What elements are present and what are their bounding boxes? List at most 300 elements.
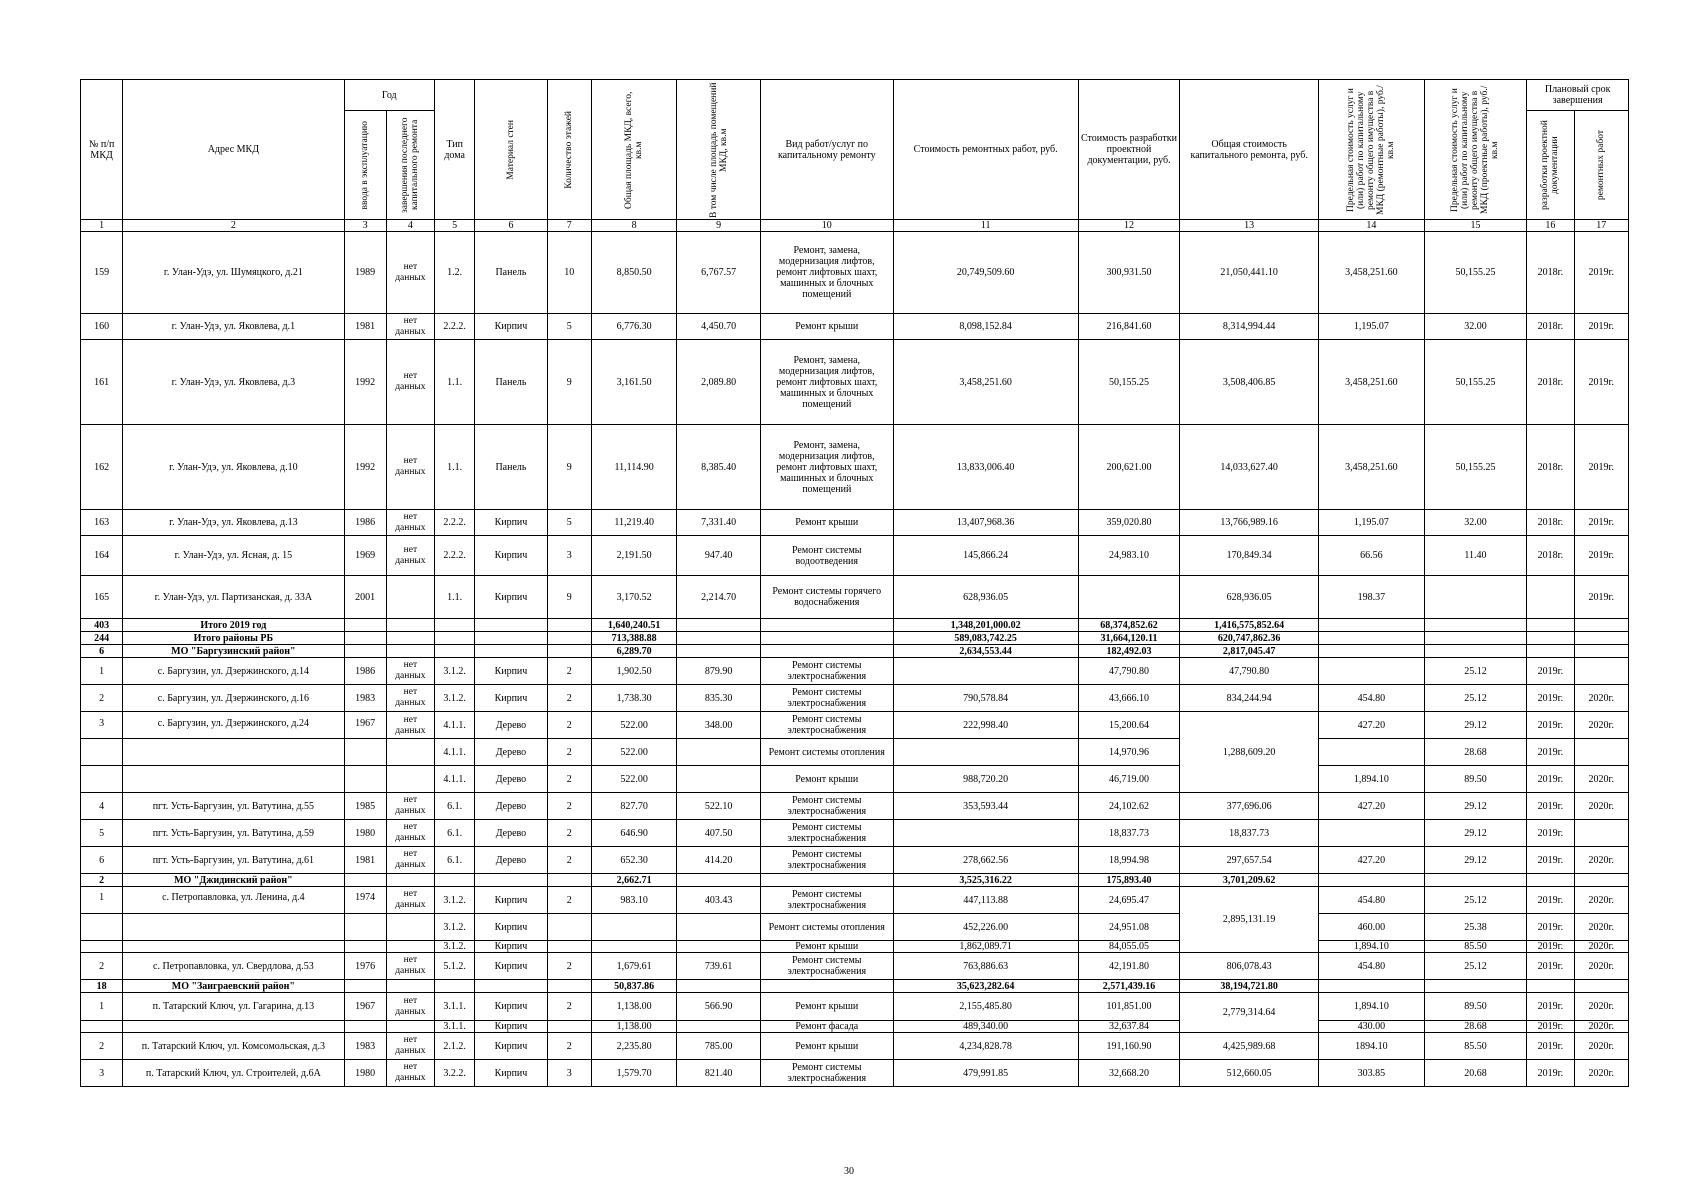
row-total-area: 983.10 (591, 887, 676, 914)
row-work: Ремонт, замена, модернизация лифтов, ремонт лифтовых шахт, машинных и блочных помещений (760, 425, 893, 510)
row-cost-works: 2,155,485.80 (893, 993, 1078, 1021)
row-type: 3.2.2. (435, 1060, 475, 1087)
table-row (81, 510, 1629, 536)
header-cost-total: Общая стоимость капитального ремонта, руб. (1180, 80, 1319, 220)
row-total-area: 11,114.90 (591, 425, 676, 510)
row-floors: 2 (547, 658, 591, 685)
row-cost-design: 14,970.96 (1078, 739, 1180, 766)
row-limit-repair: 454.80 (1319, 953, 1425, 980)
row-floors: 2 (547, 766, 591, 793)
row-plan-repair: 2019г. (1574, 340, 1628, 425)
row-num: 1 (81, 993, 123, 1021)
table-row (81, 1033, 1629, 1060)
row-work: Ремонт системы электроснабжения (760, 793, 893, 820)
column-number: 16 (1527, 220, 1574, 232)
row-plan-repair (1574, 739, 1628, 766)
row-cost-total: 834,244.94 (1180, 685, 1319, 712)
row-material: Кирпич (475, 993, 547, 1021)
row-plan-repair: 2020г. (1574, 1021, 1628, 1033)
row-cost-total: 8,314,994.44 (1180, 314, 1319, 340)
row-premises-area: 947.40 (677, 536, 760, 576)
row-address: с. Баргузин, ул. Дзержинского, д.24 (123, 712, 344, 739)
row-cost-works: 13,833,006.40 (893, 425, 1078, 510)
table-body (81, 232, 1629, 1087)
total-row (81, 632, 1629, 645)
row-cost-design (1078, 576, 1180, 619)
row-address: п. Татарский Ключ, ул. Строителей, д.6А (123, 1060, 344, 1087)
row-premises-area (677, 739, 760, 766)
row-floors: 2 (547, 793, 591, 820)
header-floors: Количество этажей (547, 80, 591, 220)
row-cost-design: 300,931.50 (1078, 232, 1180, 314)
row-premises-area: 835.30 (677, 685, 760, 712)
row-plan-repair: 2020г. (1574, 953, 1628, 980)
row-limit-repair: 460.00 (1319, 914, 1425, 941)
row-material: Кирпич (475, 914, 547, 941)
header-premises-area: В том числе площадь помещений МКД, кв.м (677, 80, 760, 220)
row-year-commission: 2001 (344, 576, 386, 619)
row-num: 163 (81, 510, 123, 536)
row-material: Дерево (475, 739, 547, 766)
row-plan-design: 2019г. (1527, 914, 1574, 941)
total-cost-works: 35,623,282.64 (893, 980, 1078, 993)
row-floors: 2 (547, 820, 591, 847)
row-plan-design: 2019г. (1527, 941, 1574, 953)
row-cost-works: 20,749,509.60 (893, 232, 1078, 314)
row-year-last-repair: нет данных (386, 425, 434, 510)
row-year-last-repair: нет данных (386, 793, 434, 820)
row-total-area: 1,138.00 (591, 993, 676, 1021)
row-premises-area: 821.40 (677, 1060, 760, 1087)
row-plan-design: 2018г. (1527, 510, 1574, 536)
row-num: 3 (81, 1060, 123, 1087)
row-year-commission: 1992 (344, 425, 386, 510)
total-area: 2,662.71 (591, 874, 676, 887)
row-premises-area: 785.00 (677, 1033, 760, 1060)
row-cost-total: 21,050,441.10 (1180, 232, 1319, 314)
total-label: Итого 2019 год (123, 619, 344, 632)
total-cost-total: 38,194,721.80 (1180, 980, 1319, 993)
row-total-area: 11,219.40 (591, 510, 676, 536)
row-address: пгт. Усть-Баргузин, ул. Ватутина, д.59 (123, 820, 344, 847)
row-material: Панель (475, 425, 547, 510)
row-type: 2.2.2. (435, 314, 475, 340)
header-year-group: Год (344, 80, 435, 111)
total-label: МО "Баргузинский район" (123, 645, 344, 658)
row-total-area: 1,738.30 (591, 685, 676, 712)
row-type: 4.1.1. (435, 766, 475, 793)
row-address: г. Улан-Удэ, ул. Яковлева, д.3 (123, 340, 344, 425)
row-plan-repair: 2019г. (1574, 314, 1628, 340)
row-cost-total: 3,508,406.85 (1180, 340, 1319, 425)
column-number: 15 (1424, 220, 1527, 232)
row-num: 6 (81, 847, 123, 874)
row-total-area: 1,138.00 (591, 1021, 676, 1033)
district-total-row (81, 874, 1629, 887)
row-limit-design (1424, 576, 1527, 619)
row-total-area: 2,235.80 (591, 1033, 676, 1060)
row-premises-area: 7,331.40 (677, 510, 760, 536)
row-cost-works: 988,720.20 (893, 766, 1078, 793)
row-plan-repair: 2020г. (1574, 712, 1628, 739)
row-plan-design: 2019г. (1527, 993, 1574, 1021)
row-address: г. Улан-Удэ, ул. Шумяцкого, д.21 (123, 232, 344, 314)
row-address: с. Баргузин, ул. Дзержинского, д.16 (123, 685, 344, 712)
row-limit-design: 20.68 (1424, 1060, 1527, 1087)
table-row (81, 739, 1629, 766)
row-cost-design: 32,637.84 (1078, 1021, 1180, 1033)
row-total-area: 2,191.50 (591, 536, 676, 576)
row-cost-design: 24,983.10 (1078, 536, 1180, 576)
row-total-area: 3,170.52 (591, 576, 676, 619)
total-cost-design: 2,571,439.16 (1078, 980, 1180, 993)
row-limit-repair: 1,894.10 (1319, 766, 1425, 793)
row-cost-works: 628,936.05 (893, 576, 1078, 619)
row-limit-design: 25.38 (1424, 914, 1527, 941)
row-floors: 9 (547, 340, 591, 425)
table-row (81, 1060, 1629, 1087)
row-material: Кирпич (475, 314, 547, 340)
table-row (81, 914, 1629, 941)
row-address: г. Улан-Удэ, ул. Партизанская, д. 33А (123, 576, 344, 619)
row-num: 164 (81, 536, 123, 576)
row-work: Ремонт системы электроснабжения (760, 658, 893, 685)
row-plan-design: 2018г. (1527, 314, 1574, 340)
table-row (81, 576, 1629, 619)
table-row (81, 685, 1629, 712)
row-floors: 2 (547, 1033, 591, 1060)
column-number: 2 (123, 220, 344, 232)
row-num: 2 (81, 1033, 123, 1060)
row-type: 1.1. (435, 340, 475, 425)
row-limit-repair: 3,458,251.60 (1319, 232, 1425, 314)
row-year-commission: 1985 (344, 793, 386, 820)
row-limit-repair (1319, 820, 1425, 847)
row-address: г. Улан-Удэ, ул. Ясная, д. 15 (123, 536, 344, 576)
row-plan-design: 2019г. (1527, 766, 1574, 793)
row-limit-repair: 454.80 (1319, 685, 1425, 712)
row-limit-repair: 1,195.07 (1319, 510, 1425, 536)
column-number: 6 (475, 220, 547, 232)
row-cost-total: 13,766,989.16 (1180, 510, 1319, 536)
row-cost-design: 24,951.08 (1078, 914, 1180, 941)
row-address: п. Татарский Ключ, ул. Гагарина, д.13 (123, 993, 344, 1021)
row-cost-works: 353,593.44 (893, 793, 1078, 820)
row-year-commission: 1967 (344, 712, 386, 739)
row-cost-total: 297,657.54 (1180, 847, 1319, 874)
row-limit-design: 50,155.25 (1424, 425, 1527, 510)
row-limit-design: 89.50 (1424, 993, 1527, 1021)
row-work: Ремонт системы электроснабжения (760, 953, 893, 980)
row-num: 2 (81, 953, 123, 980)
row-premises-area: 414.20 (677, 847, 760, 874)
row-type: 6.1. (435, 820, 475, 847)
row-plan-repair: 2020г. (1574, 914, 1628, 941)
row-work: Ремонт системы горячего водоснабжения (760, 576, 893, 619)
total-cost-total: 620,747,862.36 (1180, 632, 1319, 645)
row-cost-design: 15,200.64 (1078, 712, 1180, 739)
row-premises-area: 348.00 (677, 712, 760, 739)
row-cost-total: 628,936.05 (1180, 576, 1319, 619)
header-cost-design: Стоимость разработки проектной документации, руб. (1078, 80, 1180, 220)
row-plan-repair (1574, 820, 1628, 847)
row-year-last-repair: нет данных (386, 1060, 434, 1087)
row-plan-repair: 2019г. (1574, 576, 1628, 619)
row-premises-area (677, 1021, 760, 1033)
row-limit-repair: 427.20 (1319, 847, 1425, 874)
row-premises-area: 2,214.70 (677, 576, 760, 619)
column-number: 8 (591, 220, 676, 232)
row-floors: 3 (547, 1060, 591, 1087)
row-plan-repair: 2020г. (1574, 941, 1628, 953)
row-floors: 5 (547, 510, 591, 536)
row-num: 2 (81, 685, 123, 712)
row-floors (547, 1021, 591, 1033)
row-cost-works: 222,998.40 (893, 712, 1078, 739)
row-plan-design: 2018г. (1527, 425, 1574, 510)
row-year-last-repair: нет данных (386, 658, 434, 685)
row-year-last-repair: нет данных (386, 232, 434, 314)
row-material: Кирпич (475, 510, 547, 536)
total-cost-design: 31,664,120.11 (1078, 632, 1180, 645)
total-area: 50,837.86 (591, 980, 676, 993)
row-work: Ремонт крыши (760, 1033, 893, 1060)
row-limit-repair: 1894.10 (1319, 1033, 1425, 1060)
row-year-last-repair: нет данных (386, 847, 434, 874)
row-plan-repair: 2020г. (1574, 1033, 1628, 1060)
row-plan-design: 2019г. (1527, 1021, 1574, 1033)
row-plan-design: 2019г. (1527, 1033, 1574, 1060)
total-num: 403 (81, 619, 123, 632)
header-year-last-repair: завершения последнего капитального ремонта (386, 111, 434, 220)
total-label: МО "Джидинский район" (123, 874, 344, 887)
row-cost-total: 47,790.80 (1180, 658, 1319, 685)
total-cost-total: 1,416,575,852.64 (1180, 619, 1319, 632)
row-cost-works: 447,113.88 (893, 887, 1078, 914)
row-cost-total: 2,895,131.19 (1180, 887, 1319, 953)
total-cost-total: 2,817,045.47 (1180, 645, 1319, 658)
row-limit-repair: 66.56 (1319, 536, 1425, 576)
total-row (81, 619, 1629, 632)
row-work: Ремонт крыши (760, 510, 893, 536)
table-row (81, 847, 1629, 874)
row-cost-works: 763,886.63 (893, 953, 1078, 980)
table-header (81, 80, 1629, 232)
total-area: 1,640,240.51 (591, 619, 676, 632)
row-limit-repair: 198.37 (1319, 576, 1425, 619)
column-number: 10 (760, 220, 893, 232)
header-cost-works: Стоимость ремонтных работ, руб. (893, 80, 1078, 220)
row-plan-design: 2019г. (1527, 658, 1574, 685)
row-year-last-repair: нет данных (386, 510, 434, 536)
row-cost-works (893, 820, 1078, 847)
row-cost-design: 101,851.00 (1078, 993, 1180, 1021)
row-year-last-repair: нет данных (386, 536, 434, 576)
row-floors: 3 (547, 536, 591, 576)
row-type: 5.1.2. (435, 953, 475, 980)
row-limit-repair: 1,195.07 (1319, 314, 1425, 340)
row-work: Ремонт системы электроснабжения (760, 712, 893, 739)
row-total-area: 8,850.50 (591, 232, 676, 314)
column-number: 11 (893, 220, 1078, 232)
row-plan-repair: 2020г. (1574, 993, 1628, 1021)
row-limit-design: 29.12 (1424, 820, 1527, 847)
row-cost-works: 4,234,828.78 (893, 1033, 1078, 1060)
row-cost-design: 24,102.62 (1078, 793, 1180, 820)
row-cost-total: 1,288,609.20 (1180, 712, 1319, 793)
column-number: 14 (1319, 220, 1425, 232)
row-floors: 2 (547, 685, 591, 712)
row-material: Кирпич (475, 1021, 547, 1033)
row-address: с. Баргузин, ул. Дзержинского, д.14 (123, 658, 344, 685)
row-material: Кирпич (475, 1060, 547, 1087)
header-year-commission: ввода в эксплуатацию (344, 111, 386, 220)
row-material: Кирпич (475, 887, 547, 914)
row-premises-area: 403.43 (677, 887, 760, 914)
document-page (80, 79, 1629, 1087)
row-floors: 2 (547, 953, 591, 980)
row-cost-works (893, 658, 1078, 685)
row-work: Ремонт системы электроснабжения (760, 820, 893, 847)
row-total-area: 6,776.30 (591, 314, 676, 340)
row-year-last-repair: нет данных (386, 887, 434, 914)
row-plan-design (1527, 576, 1574, 619)
district-total-row (81, 980, 1629, 993)
column-number: 7 (547, 220, 591, 232)
total-area: 713,388.88 (591, 632, 676, 645)
row-work: Ремонт системы электроснабжения (760, 685, 893, 712)
header-plan-group: Плановый срок завершения (1527, 80, 1629, 111)
row-num: 1 (81, 887, 123, 914)
row-premises-area: 879.90 (677, 658, 760, 685)
row-material: Кирпич (475, 941, 547, 953)
row-limit-repair: 303.85 (1319, 1060, 1425, 1087)
total-area: 6,289.70 (591, 645, 676, 658)
row-floors: 2 (547, 712, 591, 739)
row-limit-design: 25.12 (1424, 887, 1527, 914)
row-address: с. Петропавловка, ул. Свердлова, д.53 (123, 953, 344, 980)
table-row (81, 766, 1629, 793)
row-limit-repair (1319, 739, 1425, 766)
row-limit-repair: 1,894.10 (1319, 993, 1425, 1021)
row-limit-design: 25.12 (1424, 658, 1527, 685)
row-material: Кирпич (475, 685, 547, 712)
row-type: 4.1.1. (435, 739, 475, 766)
row-limit-design: 11.40 (1424, 536, 1527, 576)
row-plan-design: 2019г. (1527, 712, 1574, 739)
row-limit-design: 50,155.25 (1424, 232, 1527, 314)
row-cost-design: 50,155.25 (1078, 340, 1180, 425)
table-row (81, 887, 1629, 914)
row-limit-repair: 454.80 (1319, 887, 1425, 914)
row-year-commission: 1980 (344, 1060, 386, 1087)
row-cost-works: 145,866.24 (893, 536, 1078, 576)
row-type: 3.1.2. (435, 658, 475, 685)
row-cost-design: 43,666.10 (1078, 685, 1180, 712)
row-limit-design: 25.12 (1424, 685, 1527, 712)
row-plan-repair: 2020г. (1574, 847, 1628, 874)
row-type: 2.2.2. (435, 536, 475, 576)
row-work: Ремонт системы отопления (760, 739, 893, 766)
row-year-last-repair: нет данных (386, 820, 434, 847)
row-type: 3.1.2. (435, 887, 475, 914)
row-total-area: 1,579.70 (591, 1060, 676, 1087)
row-material: Панель (475, 232, 547, 314)
row-cost-design: 216,841.60 (1078, 314, 1180, 340)
total-num: 18 (81, 980, 123, 993)
row-type: 6.1. (435, 793, 475, 820)
row-work: Ремонт фасада (760, 1021, 893, 1033)
total-cost-works: 589,083,742.25 (893, 632, 1078, 645)
row-cost-design: 24,695.47 (1078, 887, 1180, 914)
row-num: 159 (81, 232, 123, 314)
row-limit-repair: 1,894.10 (1319, 941, 1425, 953)
row-year-commission: 1981 (344, 847, 386, 874)
total-num: 244 (81, 632, 123, 645)
row-plan-design: 2019г. (1527, 953, 1574, 980)
row-type: 6.1. (435, 847, 475, 874)
row-total-area: 522.00 (591, 766, 676, 793)
table-row (81, 793, 1629, 820)
row-total-area: 3,161.50 (591, 340, 676, 425)
row-material: Кирпич (475, 658, 547, 685)
row-total-area: 652.30 (591, 847, 676, 874)
column-number: 12 (1078, 220, 1180, 232)
row-plan-repair: 2019г. (1574, 536, 1628, 576)
row-work: Ремонт крыши (760, 941, 893, 953)
row-limit-design: 32.00 (1424, 510, 1527, 536)
row-year-last-repair: нет данных (386, 712, 434, 739)
row-year-commission: 1989 (344, 232, 386, 314)
row-type: 3.1.2. (435, 914, 475, 941)
row-num: 3 (81, 712, 123, 739)
row-material: Кирпич (475, 1033, 547, 1060)
total-cost-design: 175,893.40 (1078, 874, 1180, 887)
total-cost-design: 68,374,852.62 (1078, 619, 1180, 632)
row-cost-total: 377,696.06 (1180, 793, 1319, 820)
row-plan-repair: 2019г. (1574, 510, 1628, 536)
row-address: с. Петропавловка, ул. Ленина, д.4 (123, 887, 344, 914)
row-material: Дерево (475, 712, 547, 739)
row-limit-repair: 427.20 (1319, 793, 1425, 820)
row-year-commission: 1983 (344, 685, 386, 712)
row-total-area: 646.90 (591, 820, 676, 847)
row-floors: 2 (547, 847, 591, 874)
row-plan-design: 2018г. (1527, 232, 1574, 314)
row-work: Ремонт системы отопления (760, 914, 893, 941)
row-cost-works: 452,226.00 (893, 914, 1078, 941)
row-address: г. Улан-Удэ, ул. Яковлева, д.10 (123, 425, 344, 510)
row-year-last-repair: нет данных (386, 314, 434, 340)
row-year-last-repair: нет данных (386, 340, 434, 425)
row-cost-works: 790,578.84 (893, 685, 1078, 712)
row-year-last-repair: нет данных (386, 1033, 434, 1060)
row-plan-repair: 2019г. (1574, 425, 1628, 510)
row-work: Ремонт крыши (760, 314, 893, 340)
column-number: 13 (1180, 220, 1319, 232)
row-cost-works: 489,340.00 (893, 1021, 1078, 1033)
row-type: 3.1.2. (435, 685, 475, 712)
row-cost-works (893, 739, 1078, 766)
table-row (81, 314, 1629, 340)
row-total-area: 1,902.50 (591, 658, 676, 685)
row-type: 3.1.1. (435, 993, 475, 1021)
row-work: Ремонт системы электроснабжения (760, 1060, 893, 1087)
row-work: Ремонт крыши (760, 766, 893, 793)
header-address: Адрес МКД (123, 80, 344, 220)
row-plan-repair: 2020г. (1574, 766, 1628, 793)
total-cost-works: 2,634,553.44 (893, 645, 1078, 658)
